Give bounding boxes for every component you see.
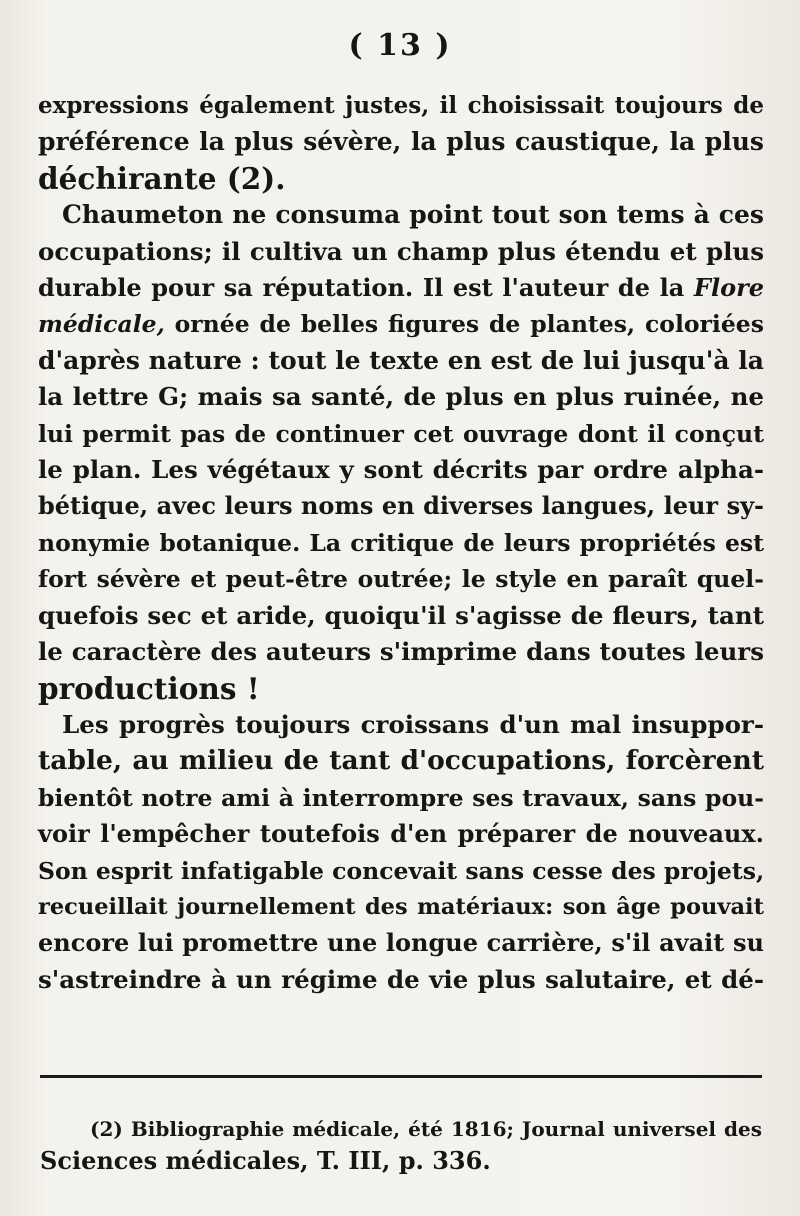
text-line: bétique, avec leurs noms en diverses langues, leur sy- <box>38 491 764 521</box>
text-line: encore lui promettre une longue carrière, s'il avait su <box>38 928 764 958</box>
text-line: la lettre G; mais sa santé, de plus en plus ruinée, ne <box>38 382 764 412</box>
text-line <box>38 306 764 342</box>
text-line: d'après nature : tout le texte en est de lui jusqu'à la <box>38 345 764 375</box>
text-line: bientôt notre ami à interrompre ses travaux, sans pou- <box>38 783 764 812</box>
text-line: nonymie botanique. La critique de leurs propriétés est <box>38 528 764 557</box>
footnote-line: (2) Bibliographie médicale, été 1816; Journal universel des <box>90 1117 762 1141</box>
text-line: quefois sec et aride, quoiqu'il s'agisse de fleurs, tant <box>38 600 764 630</box>
text-line: Son esprit infatigable concevait sans cesse des projets, <box>38 856 765 885</box>
footnote-line: Sciences médicales, T. III, p. 336. <box>40 1146 491 1175</box>
text-line: déchirante (2). <box>38 160 286 196</box>
text-line: préférence la plus sévère, la plus caustique, la plus <box>38 127 764 157</box>
footnote-rule <box>40 1075 762 1078</box>
text-line <box>38 270 764 306</box>
text-line: Chaumeton ne consuma point tout son tems à ces <box>62 200 764 230</box>
text-line: recueillait journellement des matériaux: son âge pouvait <box>38 893 764 920</box>
italic-title: Flore <box>693 273 764 303</box>
text-line: expressions également justes, il choisissait toujours de <box>38 92 764 119</box>
footnote <box>40 1113 762 1177</box>
text-line: occupations; il cultiva un champ plus étendu et plus <box>38 236 764 266</box>
text-line: productions ! <box>38 670 260 706</box>
text-fragment: ornée de belles figures de plantes, coloriées <box>164 310 764 339</box>
text-line: voir l'empêcher toutefois d'en préparer de nouveaux. <box>38 819 764 849</box>
text-fragment: durable pour sa réputation. Il est l'auteur de la <box>38 273 694 303</box>
italic-title: médicale, <box>38 310 165 339</box>
paragraph-1 <box>38 88 764 197</box>
text-line: Les progrès toujours croissans d'un mal insuppor- <box>62 709 764 739</box>
paragraph-2 <box>38 197 764 707</box>
text-line: table, au milieu de tant d'occupations, forcèrent <box>38 745 764 777</box>
text-line: le caractère des auteurs s'imprime dans toutes leurs <box>38 637 764 667</box>
text-line: fort sévère et peut-être outrée; le style en paraît quel- <box>38 565 764 594</box>
text-line: le plan. Les végétaux y sont décrits par ordre alpha- <box>38 455 764 485</box>
text-line: s'astreindre à un régime de vie plus salutaire, et dé- <box>38 964 764 994</box>
page-number: ( 13 ) <box>348 28 452 63</box>
paragraph-3 <box>38 707 764 998</box>
text-line: lui permit pas de continuer cet ouvrage dont il conçut <box>38 419 764 448</box>
body-text <box>38 88 764 998</box>
